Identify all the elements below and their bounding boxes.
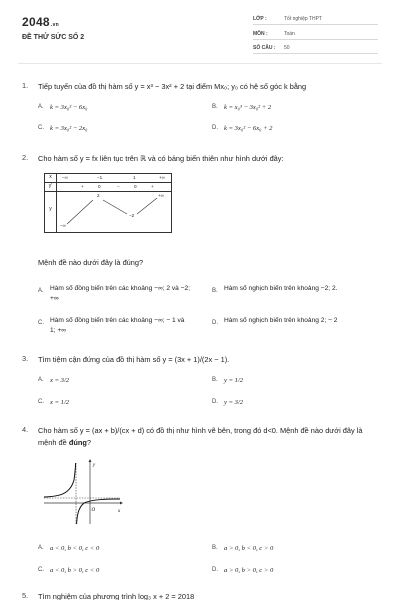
x-value: 1	[133, 175, 136, 180]
table-row-y	[45, 192, 171, 232]
option-text: y = 3/2	[224, 399, 244, 406]
y-value: −∞	[60, 223, 66, 228]
option-letter: A.	[38, 377, 44, 383]
option-text: a < 0, b < 0, c < 0	[50, 545, 100, 552]
option-text: a < 0, b > 0, c < 0	[50, 567, 100, 574]
question-1	[22, 81, 382, 141]
question-text: Tiếp tuyến của đồ thị hàm số y = x³ − 3x² + 2 tại điểm Mx₀; y₀ có hệ số góc k bằng	[38, 82, 307, 91]
option-text: Hàm số nghịch biến trên khoảng 2; − 2	[224, 317, 338, 324]
class-label: LỚP :	[253, 16, 267, 22]
question-text-bold: đúng	[68, 438, 87, 447]
y-label: y	[45, 192, 57, 232]
option-letter: B.	[212, 288, 218, 294]
option-text: k = 3x₀² − 6x₀	[50, 104, 88, 111]
x-value: −1	[97, 175, 103, 180]
question-number: 1.	[22, 81, 29, 90]
option-letter: C.	[38, 399, 44, 405]
option-letter: A.	[38, 104, 44, 110]
table-row-yprime	[45, 183, 171, 192]
origin-label: O	[91, 508, 96, 513]
exam-title: ĐỀ THỬ SỨC SỐ 2	[22, 34, 85, 41]
arrow-down	[103, 200, 127, 214]
option-letter: C.	[38, 125, 44, 131]
y-axis-label: y	[93, 463, 96, 468]
option-text: k = 3x₀² − 2x₀	[50, 125, 88, 132]
sign: +	[151, 184, 154, 189]
option-letter: B.	[212, 104, 218, 110]
y-value: 2	[97, 193, 100, 198]
subject-label: MÔN :	[253, 31, 268, 37]
subject-value: Toán	[284, 31, 295, 37]
question-3	[22, 354, 382, 368]
meta-class-row	[253, 14, 378, 25]
question-4	[22, 425, 382, 451]
option-text: a > 0, b > 0, c > 0	[224, 567, 274, 574]
option-text: Hàm số đồng biến trên các khoảng −∞; − 1 và 1; +∞	[50, 317, 185, 334]
logo-suffix: .vn	[50, 22, 60, 28]
class-value: Tốt nghiệp THPT	[284, 16, 322, 22]
question-5	[22, 591, 382, 600]
exam-header	[0, 0, 400, 60]
header-divider	[18, 63, 382, 64]
option-letter: A.	[38, 288, 44, 294]
option-text: x = 3/2	[50, 377, 70, 384]
x-axis-label: x	[118, 509, 121, 514]
option-text: y = 1/2	[224, 377, 244, 384]
option-letter: A.	[38, 545, 44, 551]
question-text-end: ?	[86, 438, 92, 447]
option-text: a > 0, b < 0, c > 0	[224, 545, 274, 552]
logo-main: 2048	[22, 15, 50, 29]
arrow-up-2	[137, 198, 157, 214]
option-letter: D.	[212, 567, 218, 573]
meta-subject-row	[253, 29, 378, 40]
site-logo[interactable]	[22, 15, 59, 29]
curve-left	[44, 463, 76, 497]
option-letter: C.	[38, 320, 44, 326]
sign: +	[81, 184, 84, 189]
question-prompt: Mệnh đề nào dưới đây là đúng?	[38, 258, 144, 267]
option-text: Hàm số đồng biến trên các khoảng −∞; 2 và −2; +∞	[50, 285, 190, 302]
yprime-label: y'	[45, 183, 57, 191]
option-text: Hàm số nghịch biến trên khoảng −2; 2.	[224, 285, 338, 292]
option-text: x = 1/2	[50, 399, 70, 406]
variation-arrows	[45, 192, 171, 232]
question-text: Tìm nghiệm của phương trình log₃ x + 2 = 2018	[38, 592, 195, 600]
question-text: Tìm tiệm cận đứng của đồ thị hàm số y = (3x + 1)/(2x − 1).	[38, 355, 230, 364]
arrow-up-1	[67, 200, 93, 224]
y-value: +∞	[158, 193, 164, 198]
x-axis-arrow	[120, 502, 123, 505]
function-graph	[40, 458, 124, 528]
option-letter: B.	[212, 545, 218, 551]
x-value: −∞	[62, 175, 68, 180]
x-value: +∞	[159, 175, 165, 180]
option-letter: C.	[38, 567, 44, 573]
count-label: SỐ CÂU :	[253, 45, 276, 51]
y-value: −2	[129, 213, 135, 218]
y-axis-arrow	[89, 459, 92, 462]
option-text: k = 3x₀² − 6x₀ + 2	[224, 125, 273, 132]
question-text-main: Cho hàm số y = (ax + b)/(cx + d) có đồ thị như hình vẽ bên, trong đó d<0. Mệnh đề nào dưới đây là mệnh đề	[38, 426, 363, 447]
variation-table	[44, 173, 172, 233]
question-text	[38, 425, 383, 449]
meta-count-row	[253, 43, 378, 54]
question-number: 2.	[22, 153, 29, 162]
question-text: Cho hàm số y = fx liên tục trên ℝ và có bảng biến thiên như hình dưới đây:	[38, 154, 284, 163]
graph-svg	[40, 458, 124, 528]
option-letter: D.	[212, 320, 218, 326]
x-label: x	[45, 174, 57, 182]
table-row-x	[45, 174, 171, 183]
sign: 0	[134, 184, 137, 189]
question-2-prompt	[22, 258, 382, 270]
question-number: 3.	[22, 354, 29, 363]
question-number: 4.	[22, 425, 29, 434]
option-letter: D.	[212, 125, 218, 131]
question-2	[22, 153, 382, 167]
count-value: 50	[284, 45, 290, 51]
option-letter: B.	[212, 377, 218, 383]
option-letter: D.	[212, 399, 218, 405]
option-text: k = x₀³ − 3x₀² + 2	[224, 104, 272, 111]
sign: 0	[98, 184, 101, 189]
sign: −	[117, 184, 120, 189]
question-number: 5.	[22, 591, 29, 600]
